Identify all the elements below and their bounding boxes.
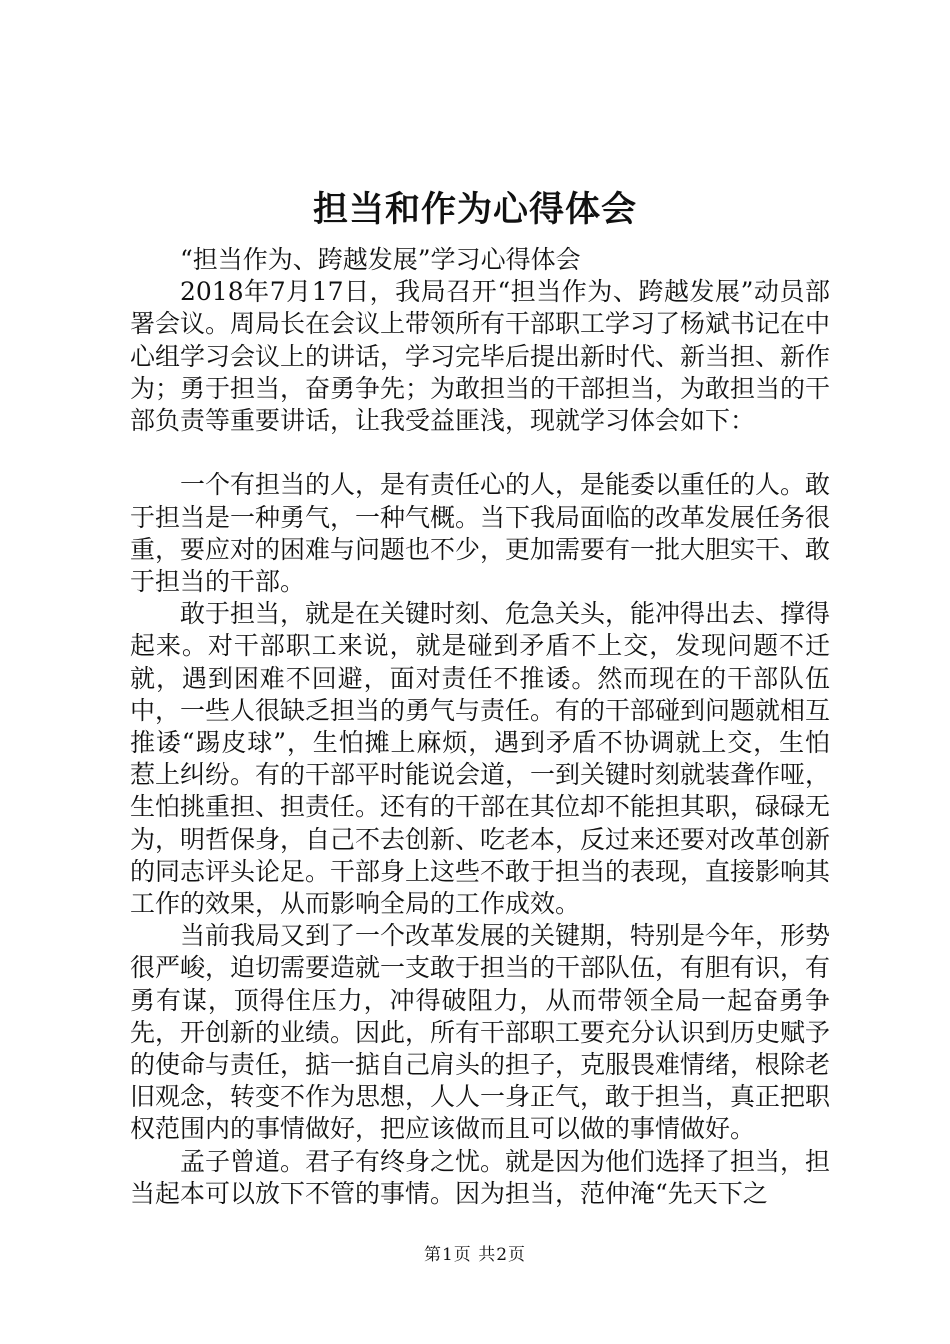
page-number-footer: 第1页 共2页: [423, 1245, 527, 1265]
blank-paragraph: [130, 437, 830, 469]
body-paragraph: 当前我局又到了一个改革发展的关键期，特别是今年，形势很严峻，迫切需要造就一支敢于担当的干部队伍，有胆有识，有勇有谋，顶得住压力，冲得破阻力，从而带领全局一起奋勇争先，开创新的业绩。因此，所有干部职工要充分认识到历史赋予的使命与责任，掂一掂自己肩头的担子，克服畏难情绪，根除老旧观念，转变不作为思想，人人一身正气，敢于担当，真正把职权范围内的事情做好，把应该做而且可以做的事情做好。: [130, 921, 831, 1144]
document-title: 担当和作为心得体会: [312, 189, 637, 230]
body-paragraph: 2018年7月17日，我局召开“担当作为、跨越发展”动员部署会议。周局长在会议上带领所有干部职工学习了杨斌书记在中心组学习会议上的讲话，学习完毕后提出新时代、新当担、新作为；勇于担当，奋勇争先；为敢担当的干部担当，为敢担当的干部负责等重要讲话，让我受益匪浅，现就学习体会如下：: [130, 277, 831, 436]
subtitle-paragraph: “担当作为、跨越发展”学习心得体会: [180, 245, 581, 274]
body-paragraph: 孟子曾道。君子有终身之忧。就是因为他们选择了担当，担当起本可以放下不管的事情。因为担当，范仲淹“先天下之: [130, 1146, 831, 1208]
document-body: [130, 244, 830, 1210]
body-paragraph: 敢于担当，就是在关键时刻、危急关头，能冲得出去、撑得起来。对干部职工来说，就是碰到矛盾不上交，发现问题不迁就，遇到困难不回避，面对责任不推诿。然而现在的干部队伍中，一些人很缺乏担当的勇气与责任。有的干部碰到问题就相互推诿“踢皮球”，生怕摊上麻烦，遇到矛盾不协调就上交，生怕惹上纠纷。有的干部平时能说会道，一到关键时刻就装聋作哑，生怕挑重担、担责任。还有的干部在其位却不能担其职，碌碌无为，明哲保身，自己不去创新、吃老本，反过来还要对改革创新的同志评头论足。干部身上这些不敢于担当的表现，直接影响其工作的效果，从而影响全局的工作成效。: [130, 599, 831, 919]
body-paragraph: 一个有担当的人，是有责任心的人，是能委以重任的人。敢于担当是一种勇气，一种气概。当下我局面临的改革发展任务很重，要应对的困难与问题也不少，更加需要有一批大胆实干、敢于担当的干部。: [130, 470, 831, 597]
